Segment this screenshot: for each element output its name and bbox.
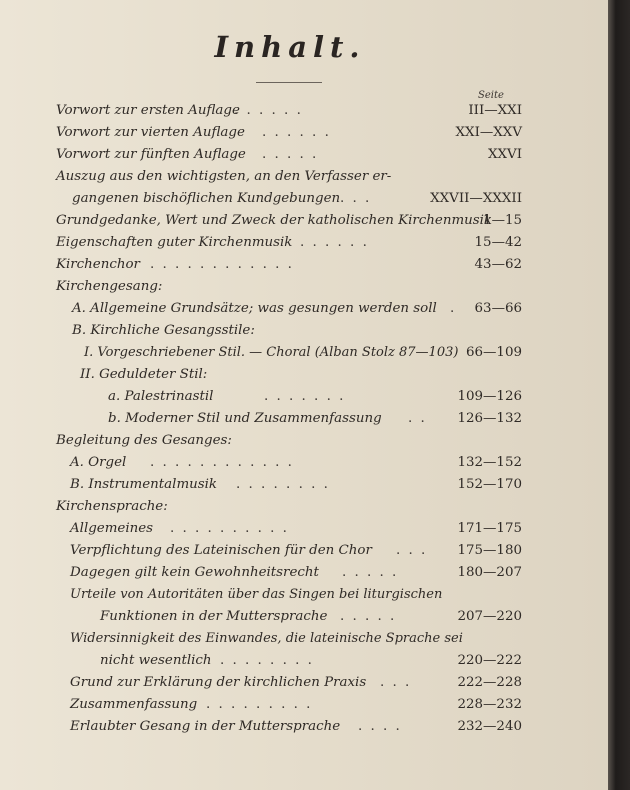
toc-entry [0, 254, 608, 276]
entry-page: 175—180 [457, 543, 522, 558]
entry-leader: . . . . . . [262, 125, 331, 140]
entry-title: gangenen bischöflichen Kundgebungen [72, 191, 341, 206]
toc-entry [0, 650, 608, 672]
entry-title: Vorwort zur ersten Auflage [56, 103, 240, 118]
entry-leader: . . . . . . . . . . [170, 521, 289, 536]
entry-page: XXI—XXV [455, 125, 522, 140]
toc-entry [0, 320, 608, 342]
toc-section-heading [0, 276, 608, 298]
toc-entry [0, 694, 608, 716]
toc-entry [0, 122, 608, 144]
entry-leader: . . . [396, 543, 428, 558]
entry-title: Vorwort zur vierten Auflage [56, 125, 245, 140]
entry-leader: . . . . . . . . . [206, 697, 313, 712]
toc-entry [0, 144, 608, 166]
toc-entry [0, 210, 608, 232]
toc-entry [0, 386, 608, 408]
entry-page: 63—66 [474, 301, 522, 316]
entry-leader: . . . . . [342, 565, 399, 580]
entry-page: 109—126 [457, 389, 522, 404]
entry-page: 232—240 [457, 719, 522, 734]
entry-title: B. Instrumentalmusik [70, 477, 218, 492]
entry-page: 66—109 [466, 345, 522, 360]
entry-page: XXVI [487, 147, 522, 162]
entry-title: Verpflichtung des Lateinischen für den Chor [70, 543, 372, 558]
entry-title: A. Allgemeine Grundsätze; was gesungen werden soll [72, 301, 437, 316]
entry-leader: . . . . . [340, 609, 397, 624]
entry-title: nicht wesentlich [100, 653, 212, 668]
entry-leader: . . . . . . . . [220, 653, 314, 668]
book-binding-edge [608, 0, 630, 790]
entry-title: II. Geduldeter Stil: [80, 367, 208, 382]
entry-leader: . . [408, 411, 427, 426]
entry-title: Vorwort zur fünften Auflage [56, 147, 246, 162]
entry-page: 180—207 [457, 565, 522, 580]
entry-title: Urteile von Autoritäten über das Singen bei liturgischen [70, 587, 443, 602]
entry-title: Allgemeines [70, 521, 154, 536]
toc-section-heading [0, 430, 608, 452]
toc-entry [0, 452, 608, 474]
toc-entry [0, 408, 608, 430]
entry-page: 15—42 [474, 235, 522, 250]
entry-title: Kirchengesang: [56, 279, 163, 294]
entry-page: 220—222 [457, 653, 522, 668]
entry-title: b. Moderner Stil und Zusammenfassung [108, 411, 382, 426]
entry-leader: . . . . . . [300, 235, 369, 250]
entry-leader: . . . [380, 675, 412, 690]
entry-leader: . [450, 301, 457, 316]
entry-leader: . . . . . [262, 147, 319, 162]
entry-title: Eigenschaften guter Kirchenmusik [56, 235, 293, 250]
entry-page: 222—228 [457, 675, 522, 690]
page-title: Inhalt. [214, 30, 366, 64]
entry-page: 228—232 [457, 697, 522, 712]
toc-entry [0, 584, 608, 606]
entry-leader: . . . . . . . . . . . . [150, 455, 294, 470]
entry-title: Grund zur Erklärung der kirchlichen Praxis [70, 675, 367, 690]
entry-title: a. Palestrinastil [108, 389, 214, 404]
toc-entry [0, 100, 608, 122]
entry-title: Kirchenchor [56, 257, 140, 272]
toc-entry [0, 364, 608, 386]
toc-entry [0, 232, 608, 254]
toc-entry [0, 188, 608, 210]
toc-entry [0, 518, 608, 540]
entry-title: Erlaubter Gesang in der Muttersprache [70, 719, 341, 734]
page-column-label: Seite [478, 90, 504, 101]
toc-entry [0, 474, 608, 496]
toc-entry [0, 606, 608, 628]
entry-page: 43—62 [474, 257, 522, 272]
entry-title: B. Kirchliche Gesangsstile: [72, 323, 255, 338]
toc-entry [0, 298, 608, 320]
entry-title: Widersinnigkeit des Einwandes, die lateinische Sprache sei [70, 631, 463, 646]
entry-title: Funktionen in der Muttersprache [100, 609, 328, 624]
entry-page: 207—220 [457, 609, 522, 624]
entry-title: Begleitung des Gesanges: [56, 433, 232, 448]
entry-leader: . . . . . . . . . . . . [150, 257, 294, 272]
title-divider [256, 82, 322, 83]
entry-page: 171—175 [457, 521, 522, 536]
toc-entry [0, 672, 608, 694]
entry-title: I. Vorgeschriebener Stil. — Choral (Alban Stolz 87—103) [84, 345, 459, 360]
entry-leader: . . . [340, 191, 372, 206]
entry-title: Auszug aus den wichtigsten, an den Verfasser er- [56, 169, 392, 184]
entry-title: Zusammenfassung [70, 697, 198, 712]
toc-entry [0, 628, 608, 650]
entry-page: 152—170 [457, 477, 522, 492]
toc-entry [0, 716, 608, 738]
toc-entry [0, 166, 608, 188]
entry-page: 132—152 [457, 455, 522, 470]
entry-leader: . . . . . . . . [236, 477, 330, 492]
entry-page: 1—15 [483, 213, 522, 228]
entry-page: III—XXI [468, 103, 522, 118]
entry-title: A. Orgel [70, 455, 127, 470]
entry-leader: . . . . . . . [264, 389, 346, 404]
toc-entry [0, 562, 608, 584]
entry-title: Grundgedanke, Wert und Zweck der katholischen Kirchenmusik [56, 213, 493, 228]
entry-page: XXVII—XXXII [430, 191, 522, 206]
entry-leader: . . . . [358, 719, 402, 734]
toc-section-heading [0, 496, 608, 518]
toc-entry [0, 540, 608, 562]
entry-page: 126—132 [457, 411, 522, 426]
entry-title: Kirchensprache: [56, 499, 168, 514]
entry-leader: . . . . . . [234, 103, 303, 118]
entry-title: Dagegen gilt kein Gewohnheitsrecht [70, 565, 319, 580]
toc-entry [0, 342, 608, 364]
